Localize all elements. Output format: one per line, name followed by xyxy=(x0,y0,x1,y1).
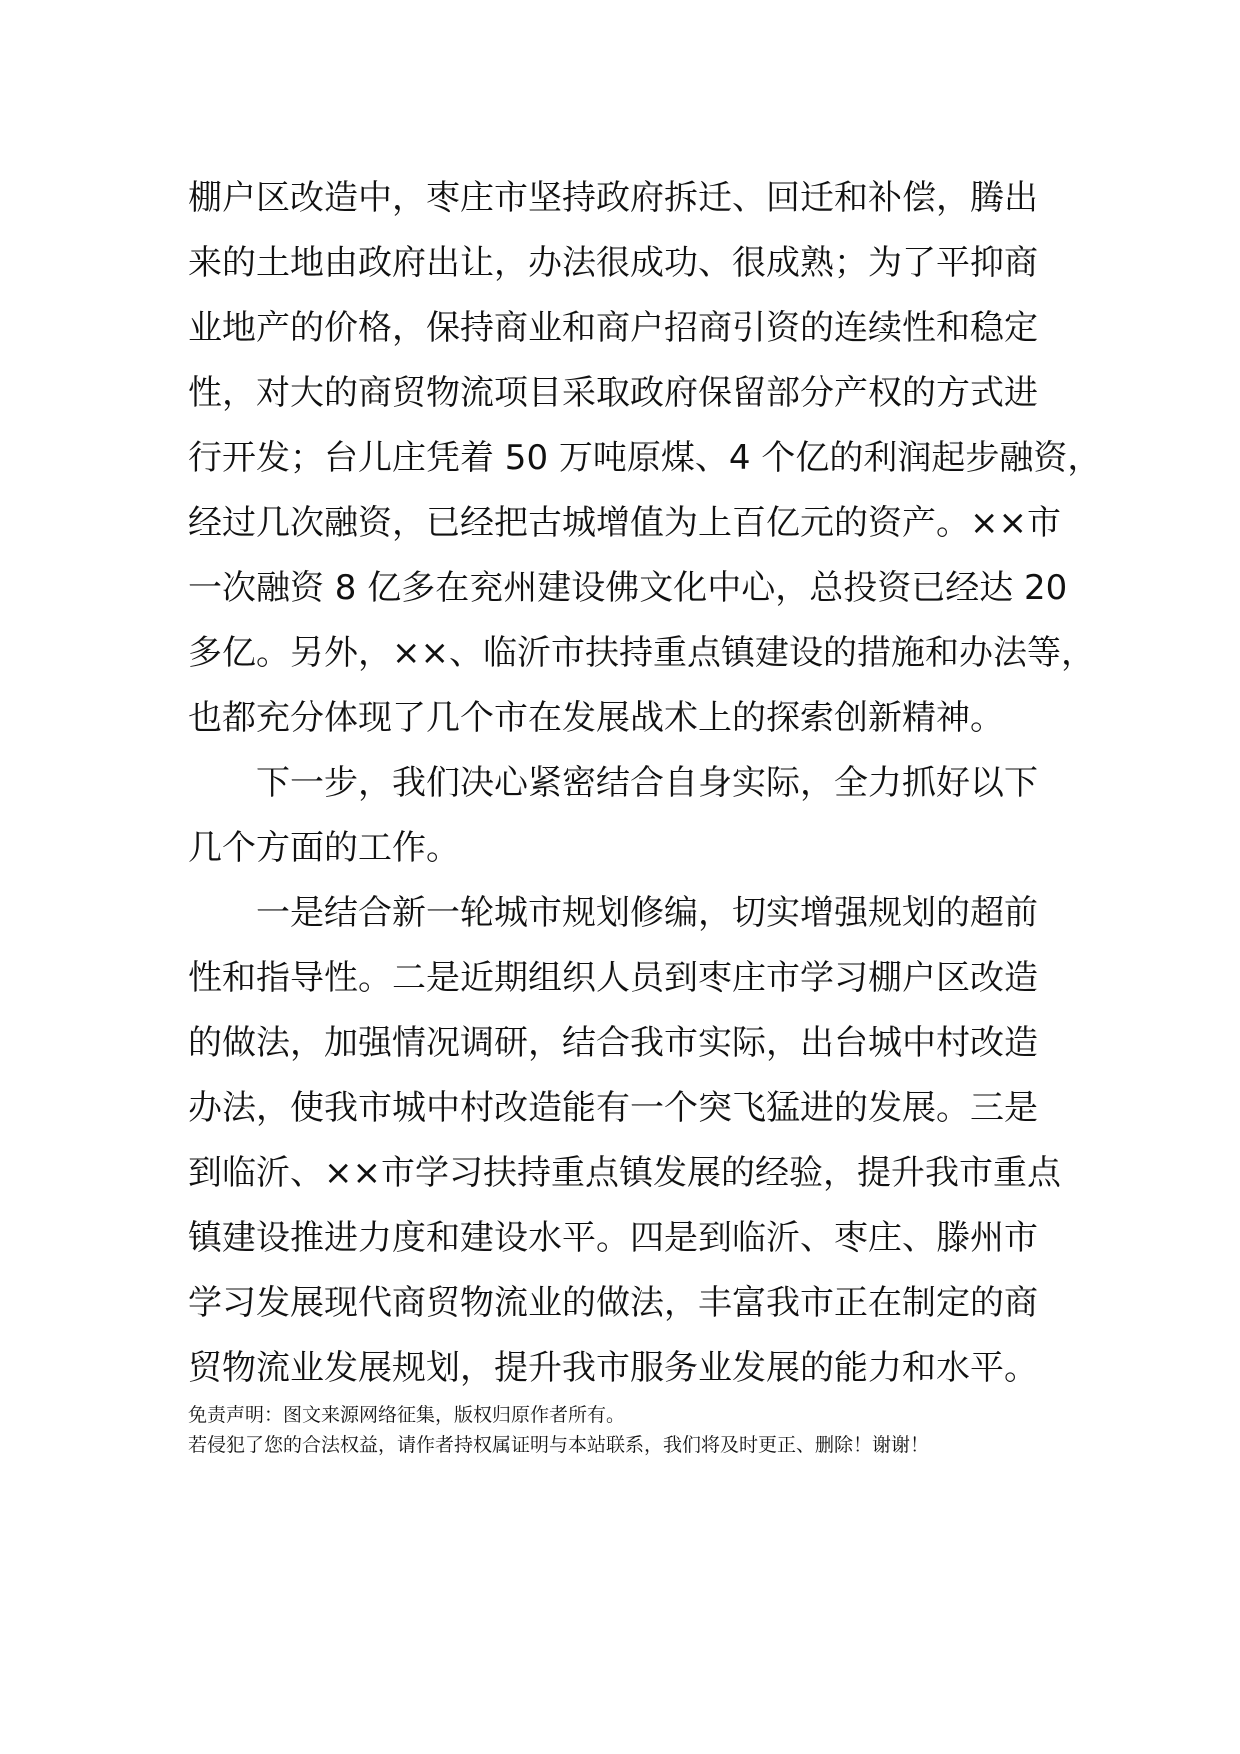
paragraph-line: 性和指导性。二是近期组织人员到枣庄市学习棚户区改造 xyxy=(188,958,1038,998)
paragraph-line: 一是结合新一轮城市规划修编，切实增强规划的超前 xyxy=(256,893,1038,933)
paragraph-line: 下一步，我们决心紧密结合自身实际，全力抓好以下 xyxy=(256,763,1038,803)
disclaimer xyxy=(188,1400,1088,1460)
paragraph-line: 棚户区改造中，枣庄市坚持政府拆迁、回迁和补偿，腾出 xyxy=(188,178,1038,218)
paragraph-line: 办法，使我市城中村改造能有一个突飞猛进的发展。三是 xyxy=(188,1088,1038,1128)
paragraph-line: 一次融资 8 亿多在兖州建设佛文化中心，总投资已经达 20 xyxy=(188,568,1068,608)
paragraph-line: 到临沂、××市学习扶持重点镇发展的经验，提升我市重点 xyxy=(188,1153,1061,1193)
body-text xyxy=(188,166,1102,1401)
paragraph-line: 业地产的价格，保持商业和商户招商引资的连续性和稳定 xyxy=(188,308,1038,348)
paragraph-line: 镇建设推进力度和建设水平。四是到临沂、枣庄、滕州市 xyxy=(188,1218,1038,1258)
paragraph-line: 性，对大的商贸物流项目采取政府保留部分产权的方式进 xyxy=(188,373,1038,413)
paragraph-line: 几个方面的工作。 xyxy=(188,828,460,868)
paragraph-line: 也都充分体现了几个市在发展战术上的探索创新精神。 xyxy=(188,698,1004,738)
disclaimer-line: 若侵犯了您的合法权益，请作者持权属证明与本站联系，我们将及时更正、删除！谢谢！ xyxy=(188,1434,930,1456)
paragraph-line: 学习发展现代商贸物流业的做法，丰富我市正在制定的商 xyxy=(188,1283,1038,1323)
paragraph-line: 贸物流业发展规划，提升我市服务业发展的能力和水平。 xyxy=(188,1348,1038,1388)
paragraph-line: 来的土地由政府出让，办法很成功、很成熟；为了平抑商 xyxy=(188,243,1038,283)
disclaimer-line: 免责声明：图文来源网络征集，版权归原作者所有。 xyxy=(188,1404,626,1426)
paragraph-line: 经过几次融资，已经把古城增值为上百亿元的资产。××市 xyxy=(188,503,1061,543)
paragraph-line: 多亿。另外，××、临沂市扶持重点镇建设的措施和办法等， xyxy=(188,633,1095,673)
paragraph-line: 的做法，加强情况调研，结合我市实际，出台城中村改造 xyxy=(188,1023,1038,1063)
paragraph-line: 行开发；台儿庄凭着 50 万吨原煤、4 个亿的利润起步融资， xyxy=(188,438,1102,478)
